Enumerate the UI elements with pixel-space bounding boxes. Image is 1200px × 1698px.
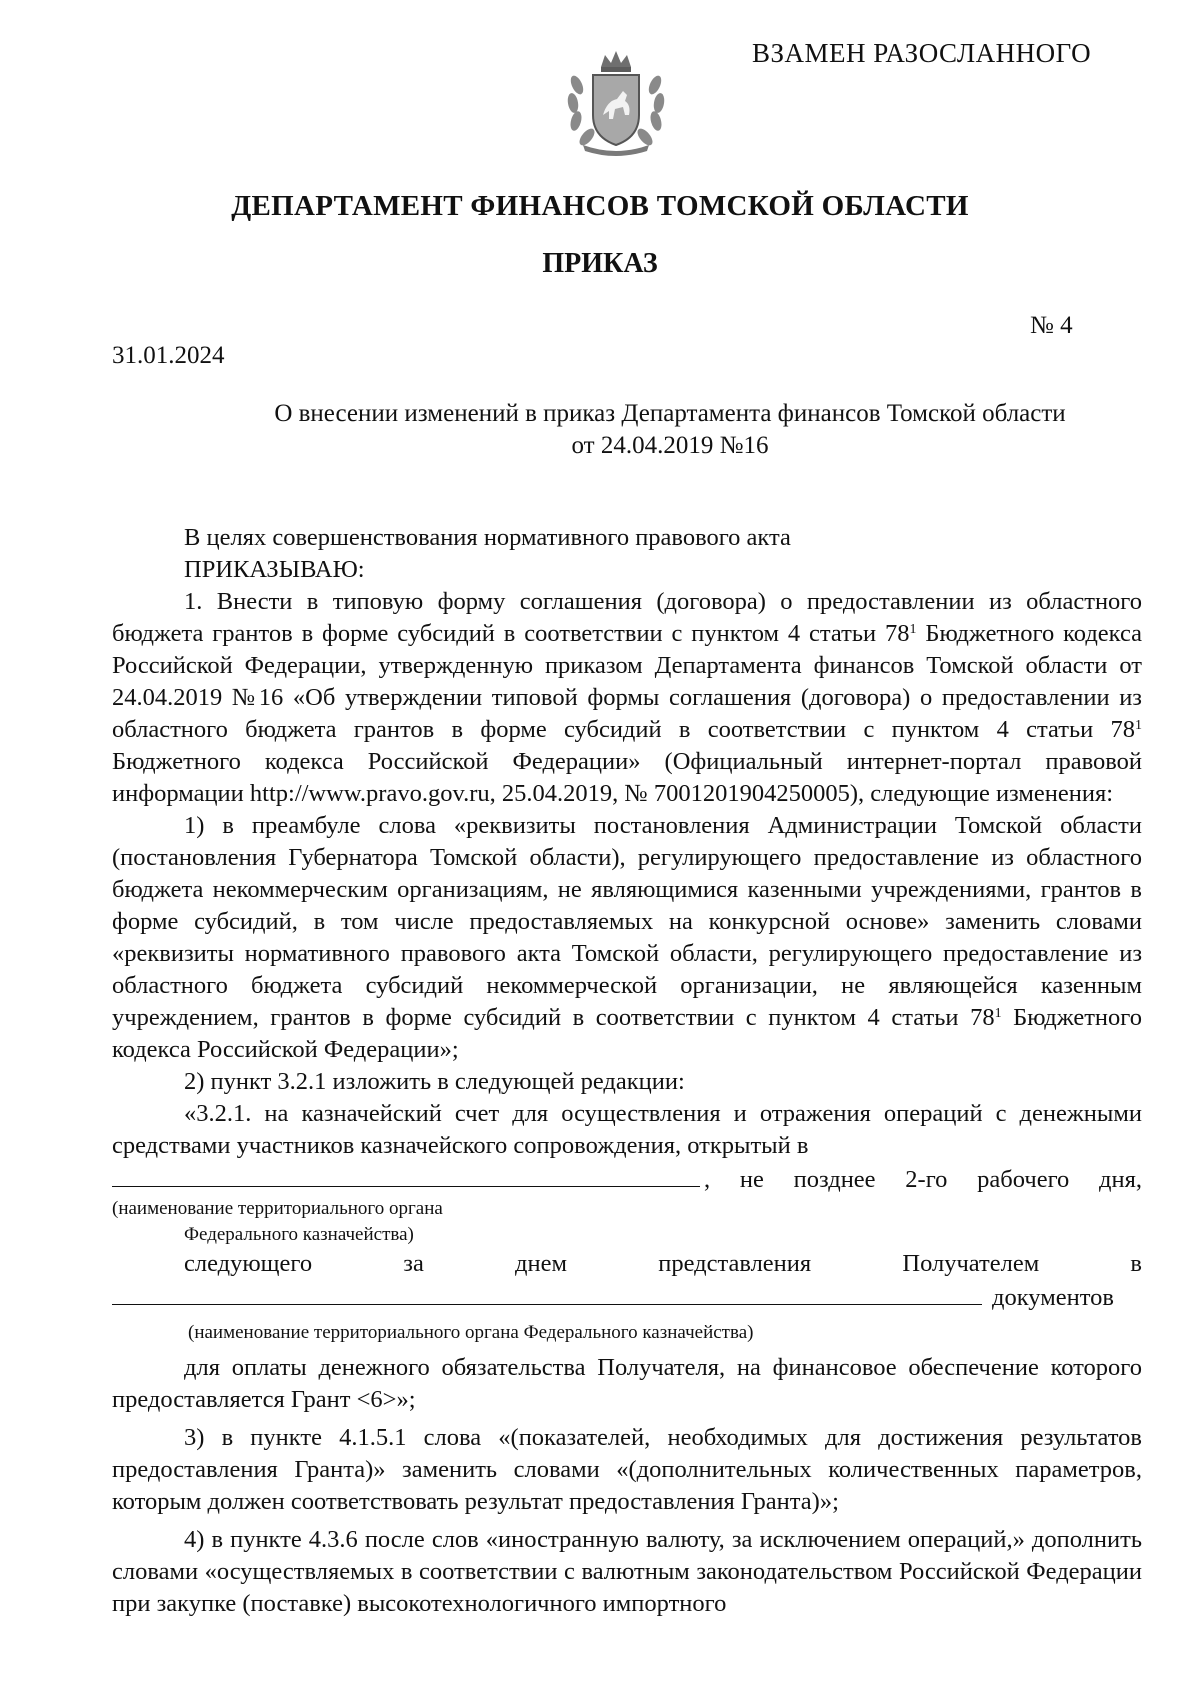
paragraph-5-words bbox=[112, 1248, 1142, 1280]
superscript: 1 bbox=[909, 622, 917, 637]
paragraph-3: 2) пункт 3.2.1 изложить в следующей редакции: bbox=[184, 1068, 685, 1095]
subject-line-1: О внесении изменений в приказ Департамента финансов Томской области bbox=[274, 400, 1066, 427]
order-body bbox=[112, 522, 1142, 1620]
paragraph-2-part-a: 1) в преамбуле слова «реквизиты постановления Администрации Томской области (постановления Губернатора Томской области), регулирующего предоставление из областного бюджета некоммерческим организациям, не являющимися казенными учреждениями, грантов в форме субсидий, в том числе предоставляемых на конкурсной основе» заменить словами «реквизиты нормативного правового акта Томской области, регулирующего предоставление из областного бюджета субсидий некоммерческой организации, не являющейся казенным учреждением, грантов в форме субсидий в соответствии с пунктом 4 статьи 78 bbox=[112, 812, 1142, 1031]
document-type: ПРИКАЗ bbox=[542, 248, 658, 279]
paragraph-1 bbox=[112, 586, 1142, 810]
superscript: 1 bbox=[994, 1006, 1002, 1021]
word: представления bbox=[658, 1250, 812, 1277]
order-subject bbox=[240, 398, 1100, 462]
word: в bbox=[1130, 1250, 1142, 1277]
word: следующего bbox=[184, 1250, 313, 1277]
paragraph-2 bbox=[112, 810, 1142, 1066]
subject-line-2: от 24.04.2019 №16 bbox=[571, 432, 769, 459]
word: за bbox=[403, 1250, 424, 1277]
blank-line-row-2 bbox=[112, 1280, 1142, 1314]
blank-field bbox=[112, 1162, 700, 1187]
paragraph-4: «3.2.1. на казначейский счет для осуществления и отражения операций с денежными средствами участников казначейского сопровождения, открытый в bbox=[112, 1100, 1142, 1159]
paragraph-1-part-a: 1. Внести в типовую форму соглашения (договора) о предоставлении из областного бюджета грантов в форме субсидий в соответствии с пунктом 4 статьи 78 bbox=[112, 588, 1142, 647]
order-date: 31.01.2024 bbox=[112, 342, 225, 369]
caption-federal-treasury: Федерального казначейства) bbox=[184, 1224, 414, 1245]
paragraph-6: для оплаты денежного обязательства Получателя, на финансовое обеспечение которого предоставляется Грант <6>»; bbox=[112, 1354, 1142, 1413]
caption-territorial-organ: (наименование территориального органа bbox=[112, 1198, 443, 1219]
department-name: ДЕПАРТАМЕНТ ФИНАНСОВ ТОМСКОЙ ОБЛАСТИ bbox=[231, 190, 969, 222]
paragraph-1-part-b: Бюджетного кодекса Российской Федерации, утвержденную приказом Департамента финансов Томской области от 24.04.2019 №16 «Об утверждении типовой формы соглашения (договора) о предоставлении из областного бюджета грантов в форме субсидий в соответствии с пунктом 4 статьи 78 bbox=[112, 620, 1142, 743]
blank-field bbox=[112, 1280, 982, 1305]
word: днем bbox=[515, 1250, 568, 1277]
superscript: 1 bbox=[1135, 718, 1142, 733]
paragraph-1-part-c: Бюджетного кодекса Российской Федерации» (Официальный интернет-портал правовой информации http://www.pravo.gov.ru, 25.04.2019, № 7001201904250005), следующие изменения: bbox=[112, 748, 1142, 807]
paragraph-8: 4) в пункте 4.3.6 после слов «иностранную валюту, за исключением операций,» дополнить словами «осуществляемых в соответствии с валютным законодательством Российской Федерации при закупке (поставке) высокотехнологичного импортного bbox=[112, 1526, 1142, 1617]
replacement-stamp: ВЗАМЕН РАЗОСЛАННОГО bbox=[752, 38, 1092, 68]
paragraph-7: 3) в пункте 4.1.5.1 слова «(показателей, необходимых для достижения результатов предоставления Гранта)» заменить словами «(дополнительных количественных параметров, которым должен соответствовать результат предоставления Гранта)»; bbox=[112, 1424, 1142, 1515]
paragraph-4-tail: , не позднее 2-го рабочего дня, bbox=[704, 1166, 1142, 1193]
blank-line-row-1 bbox=[112, 1162, 1142, 1196]
order-word: ПРИКАЗЫВАЮ: bbox=[184, 556, 365, 583]
coat-of-arms-icon bbox=[563, 45, 669, 157]
paragraph-5-tail: документов bbox=[992, 1284, 1114, 1311]
word: Получателем bbox=[902, 1250, 1040, 1277]
intro-paragraph: В целях совершенствования нормативного правового акта bbox=[184, 524, 791, 551]
caption-territorial-organ-full: (наименование территориального органа Федерального казначейства) bbox=[188, 1322, 754, 1343]
paragraph-2-part-b: Бюджетного кодекса Российской Федерации»; bbox=[112, 1004, 1142, 1063]
order-number: № 4 bbox=[1030, 312, 1073, 339]
